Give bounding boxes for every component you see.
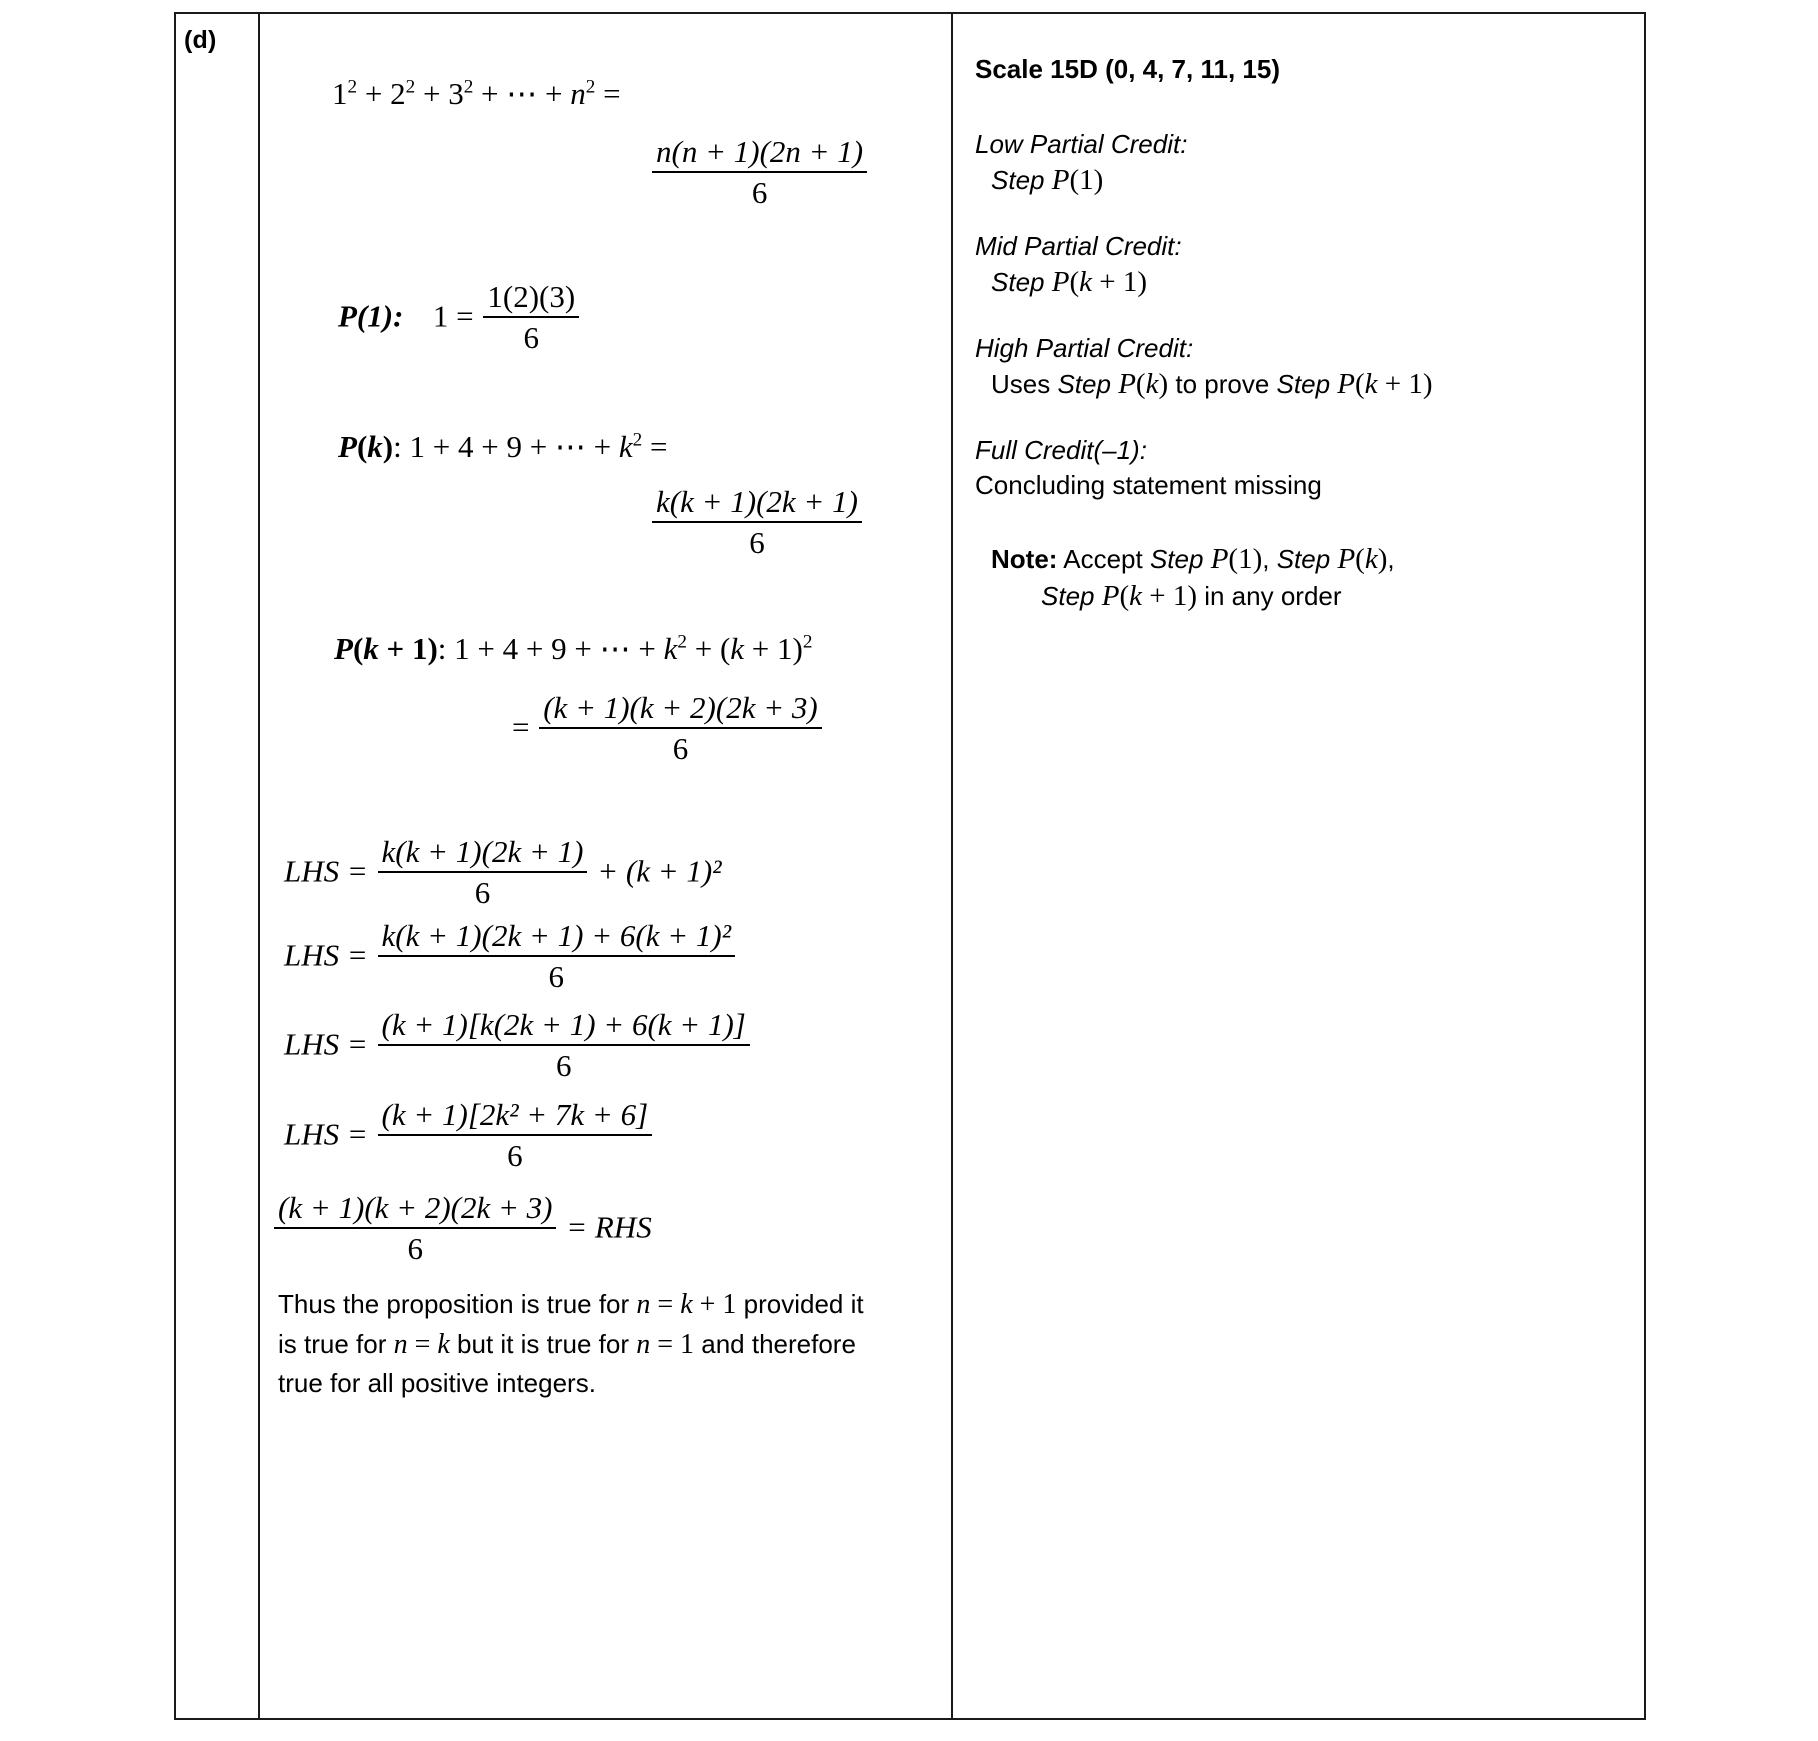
equation-step-pk: P(k): 1 + 4 + 9 + ⋯ + $k^2$ = [338,429,668,464]
fraction-numerator: (k + 1)[2k² + 7k + 6] [378,1097,653,1136]
equals-sign: = [512,709,530,745]
note-line-1 [991,543,1615,576]
lhs-label: LHS = [284,853,368,889]
fraction-step-p1 [483,279,579,355]
fraction-numerator: k(k + 1)(2k + 1) [378,834,588,873]
fraction-denominator: 6 [407,1230,423,1266]
equation-step-pk1: P(k + 1): 1 + 4 + 9 + ⋯ + $k^2 + (k + 1)^2$ [334,631,813,666]
note-line-2: Step P(k + 1) in any order [1041,580,1342,612]
fraction-rhs-final [274,1190,556,1266]
fraction-denominator: 6 [555,1047,572,1083]
fraction-step-pk [652,484,862,560]
fraction-numerator: (k + 1)(k + 2)(2k + 3) [539,690,821,729]
fraction-lhs-1 [378,834,588,910]
equation-step-p1 [338,281,581,357]
credit-block-high [975,333,1615,401]
credit-heading: Low Partial Credit: [975,129,1188,159]
equation-sum-statement: $1^2 + 2^2 + 3^2$ + ⋯ + $n^2$ = [332,76,621,111]
marking-scheme-body [975,54,1615,613]
scale-title: Scale 15D (0, 4, 7, 11, 15) [975,54,1280,84]
equation-step-pk-rhs [650,486,864,562]
equation-lhs-4 [284,1099,654,1175]
credit-heading: Mid Partial Credit: [975,231,1182,261]
credit-block-full [975,435,1615,501]
marking-scheme-column [953,14,1644,1718]
note-block [975,543,1615,613]
credit-block-mid [975,231,1615,299]
fraction-denominator: 6 [474,874,491,910]
fraction-denominator: 6 [548,958,565,994]
credit-detail: Uses Step P(k) to prove Step P(k + 1) [991,368,1433,400]
part-label: (d) [184,26,217,54]
fraction-numerator: k(k + 1)(2k + 1) [652,484,862,523]
lhs-label: LHS = [284,937,368,973]
worked-solution-column [260,14,953,1718]
equation-sum-rhs [650,136,869,212]
credit-detail: Concluding statement missing [975,470,1322,500]
fraction-numerator: (k + 1)[k(2k + 1) + 6(k + 1)] [378,1007,750,1046]
equation-lhs-2 [284,920,737,996]
fraction-lhs-3 [378,1007,750,1083]
credit-block-low [975,129,1615,197]
marking-scheme-table [174,12,1646,1720]
lhs-label: LHS = [284,1026,368,1062]
credit-detail: Step P(k + 1) [991,266,1147,298]
fraction-denominator: 6 [507,1137,523,1173]
fraction-denominator: 6 [523,319,540,355]
fraction-denominator: 6 [672,730,689,766]
fraction-numerator: (k + 1)(k + 2)(2k + 3) [274,1190,556,1229]
worked-solution-body [260,14,953,1718]
part-label-column [176,14,260,1718]
note-label: Note: [991,544,1058,574]
fraction-lhs-4 [378,1097,653,1173]
equation-lhs-3 [284,1009,752,1085]
fraction-denominator: 6 [751,174,768,210]
lhs-1-suffix: + (k + 1)² [597,853,722,889]
conclusion-text: Thus the proposition is true for n = k + 1 provided it is true for n = k but it is true for n = 1 and therefore true for all positive integers. [278,1289,864,1398]
equation-step-pk1-rhs [512,692,824,768]
equation-rhs-final [272,1192,652,1268]
step-p1-lhs: 1 = [432,298,474,334]
lhs-label: LHS = [284,1116,368,1152]
note-text-1: Accept Step P(1), Step P(k), [1063,543,1395,575]
credit-heading: High Partial Credit: [975,333,1194,363]
fraction-denominator: 6 [749,524,765,560]
fraction-numerator: k(k + 1)(2k + 1) + 6(k + 1)² [378,918,735,957]
fraction-numerator: n(n + 1)(2n + 1) [652,134,867,173]
fraction-step-pk1 [539,690,821,766]
fraction-sum-rhs [652,134,867,210]
fraction-lhs-2 [378,918,735,994]
step-p1-prefix: P(1): [338,298,404,334]
rhs-final-suffix: = RHS [566,1209,652,1245]
fraction-numerator: 1(2)(3) [483,279,579,318]
equation-lhs-1 [284,836,722,912]
credit-detail: Step P(1) [991,164,1104,196]
credit-heading: Full Credit(–1): [975,435,1147,465]
